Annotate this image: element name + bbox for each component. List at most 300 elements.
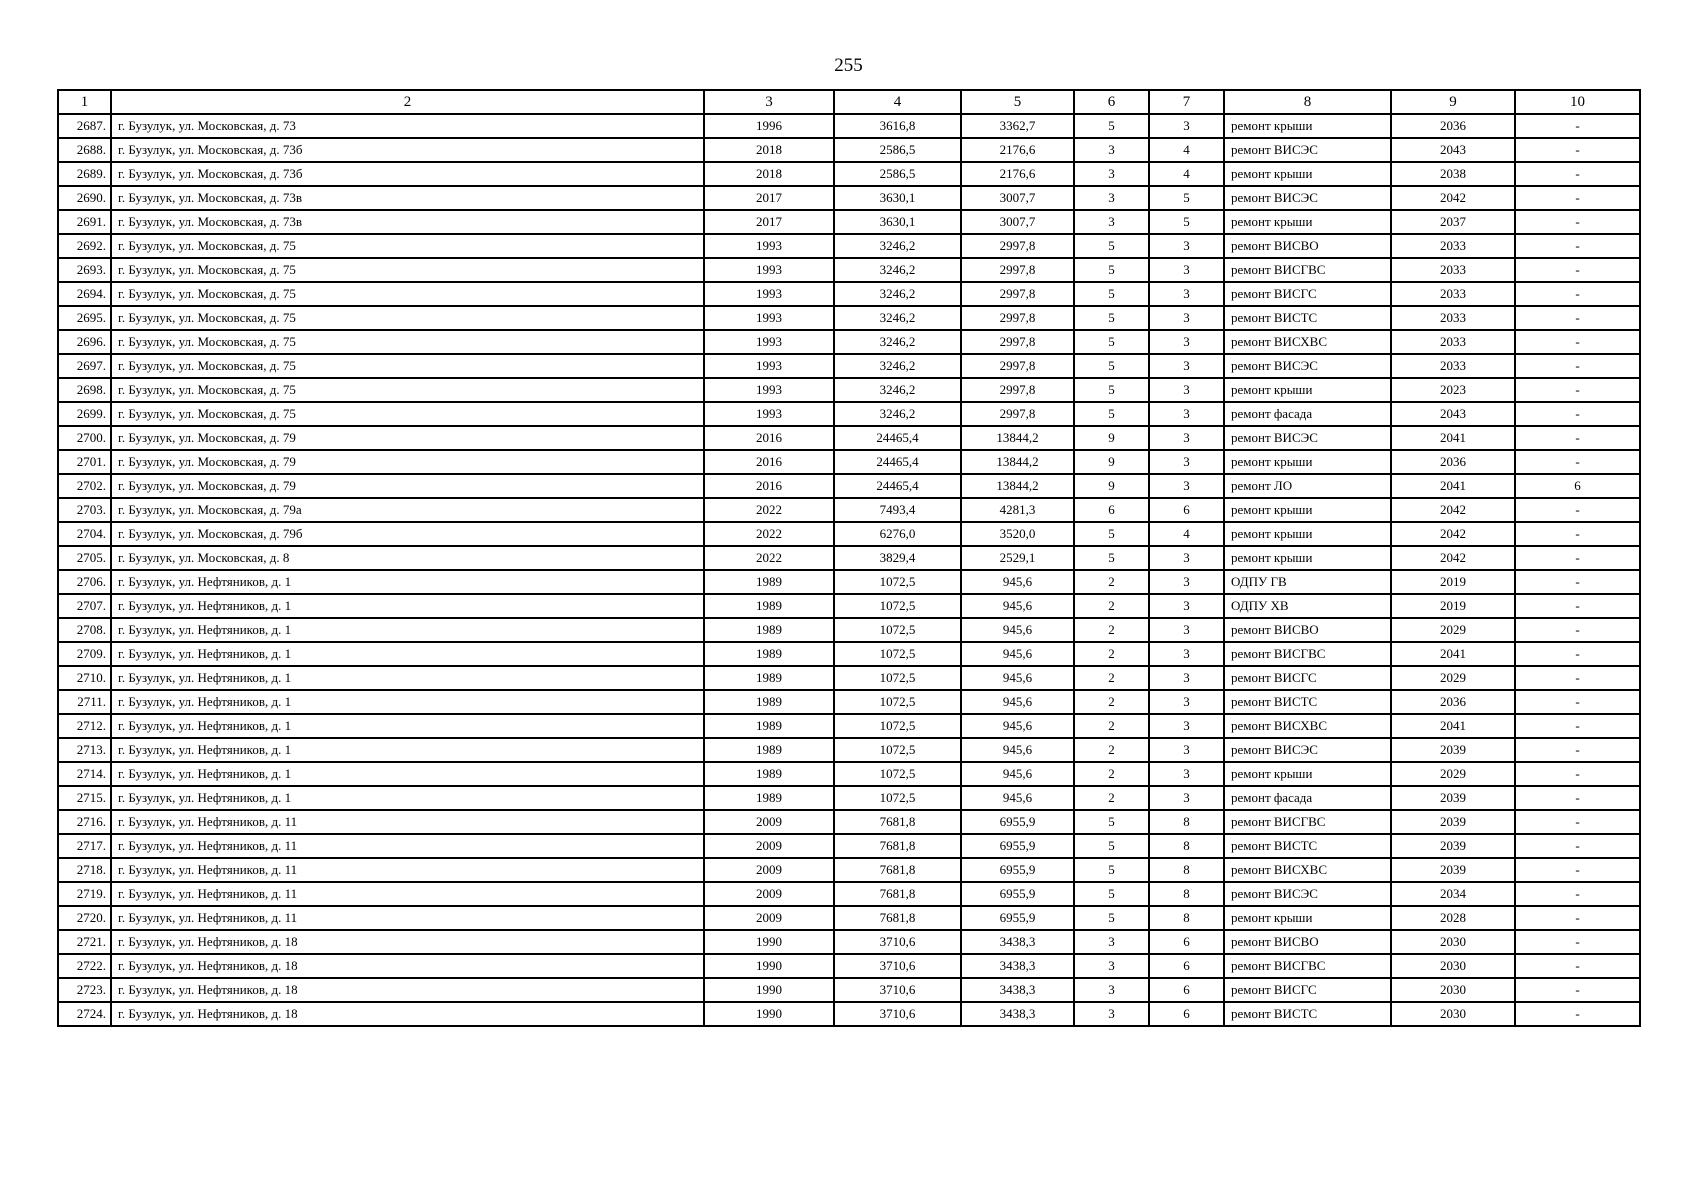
living-area-cell: 945,6 bbox=[961, 690, 1074, 714]
extra-cell: - bbox=[1515, 930, 1640, 954]
work-type-cell: ремонт крыши bbox=[1224, 210, 1391, 234]
address-cell: г. Бузулук, ул. Нефтяников, д. 1 bbox=[111, 570, 704, 594]
table-row bbox=[58, 330, 1640, 354]
planned-year-cell: 2039 bbox=[1391, 810, 1515, 834]
extra-cell: - bbox=[1515, 906, 1640, 930]
column-header: 6 bbox=[1074, 90, 1149, 114]
row-number-cell: 2712. bbox=[58, 714, 111, 738]
total-area-cell: 3246,2 bbox=[834, 258, 961, 282]
extra-cell: - bbox=[1515, 522, 1640, 546]
living-area-cell: 2529,1 bbox=[961, 546, 1074, 570]
extra-cell: - bbox=[1515, 762, 1640, 786]
address-cell: г. Бузулук, ул. Московская, д. 75 bbox=[111, 402, 704, 426]
column-header: 9 bbox=[1391, 90, 1515, 114]
planned-year-cell: 2019 bbox=[1391, 570, 1515, 594]
table-row bbox=[58, 618, 1640, 642]
planned-year-cell: 2041 bbox=[1391, 474, 1515, 498]
floors-cell: 5 bbox=[1074, 234, 1149, 258]
floors-cell: 5 bbox=[1074, 546, 1149, 570]
floors-cell: 2 bbox=[1074, 666, 1149, 690]
total-area-cell: 3246,2 bbox=[834, 354, 961, 378]
living-area-cell: 3362,7 bbox=[961, 114, 1074, 138]
floors-cell: 5 bbox=[1074, 282, 1149, 306]
living-area-cell: 2997,8 bbox=[961, 378, 1074, 402]
table-row bbox=[58, 858, 1640, 882]
row-number-cell: 2717. bbox=[58, 834, 111, 858]
table-row bbox=[58, 282, 1640, 306]
address-cell: г. Бузулук, ул. Московская, д. 75 bbox=[111, 330, 704, 354]
table-row bbox=[58, 906, 1640, 930]
extra-cell: - bbox=[1515, 618, 1640, 642]
address-cell: г. Бузулук, ул. Московская, д. 73 bbox=[111, 114, 704, 138]
row-number-cell: 2707. bbox=[58, 594, 111, 618]
total-area-cell: 1072,5 bbox=[834, 570, 961, 594]
year-cell: 2009 bbox=[704, 882, 834, 906]
year-cell: 1989 bbox=[704, 618, 834, 642]
total-area-cell: 3710,6 bbox=[834, 978, 961, 1002]
address-cell: г. Бузулук, ул. Нефтяников, д. 1 bbox=[111, 738, 704, 762]
year-cell: 1993 bbox=[704, 282, 834, 306]
planned-year-cell: 2043 bbox=[1391, 138, 1515, 162]
extra-cell: - bbox=[1515, 114, 1640, 138]
row-number-cell: 2709. bbox=[58, 642, 111, 666]
row-number-cell: 2714. bbox=[58, 762, 111, 786]
entrances-cell: 4 bbox=[1149, 162, 1224, 186]
year-cell: 1989 bbox=[704, 738, 834, 762]
table-header bbox=[58, 90, 1640, 114]
entrances-cell: 3 bbox=[1149, 786, 1224, 810]
floors-cell: 2 bbox=[1074, 618, 1149, 642]
year-cell: 2016 bbox=[704, 450, 834, 474]
planned-year-cell: 2042 bbox=[1391, 546, 1515, 570]
entrances-cell: 6 bbox=[1149, 498, 1224, 522]
row-number-cell: 2704. bbox=[58, 522, 111, 546]
year-cell: 1993 bbox=[704, 330, 834, 354]
work-type-cell: ремонт фасада bbox=[1224, 786, 1391, 810]
work-type-cell: ремонт крыши bbox=[1224, 162, 1391, 186]
entrances-cell: 4 bbox=[1149, 522, 1224, 546]
living-area-cell: 6955,9 bbox=[961, 810, 1074, 834]
total-area-cell: 3710,6 bbox=[834, 930, 961, 954]
column-header: 8 bbox=[1224, 90, 1391, 114]
row-number-cell: 2706. bbox=[58, 570, 111, 594]
work-type-cell: ремонт ВИСГС bbox=[1224, 282, 1391, 306]
living-area-cell: 945,6 bbox=[961, 594, 1074, 618]
table-row bbox=[58, 642, 1640, 666]
floors-cell: 5 bbox=[1074, 810, 1149, 834]
living-area-cell: 2997,8 bbox=[961, 330, 1074, 354]
table-row bbox=[58, 426, 1640, 450]
living-area-cell: 6955,9 bbox=[961, 858, 1074, 882]
entrances-cell: 6 bbox=[1149, 978, 1224, 1002]
row-number-cell: 2688. bbox=[58, 138, 111, 162]
work-type-cell: ремонт ВИСХВС bbox=[1224, 858, 1391, 882]
floors-cell: 5 bbox=[1074, 378, 1149, 402]
work-type-cell: ремонт фасада bbox=[1224, 402, 1391, 426]
planned-year-cell: 2036 bbox=[1391, 114, 1515, 138]
living-area-cell: 2997,8 bbox=[961, 258, 1074, 282]
planned-year-cell: 2036 bbox=[1391, 450, 1515, 474]
extra-cell: - bbox=[1515, 954, 1640, 978]
floors-cell: 9 bbox=[1074, 450, 1149, 474]
planned-year-cell: 2028 bbox=[1391, 906, 1515, 930]
living-area-cell: 945,6 bbox=[961, 714, 1074, 738]
table-row bbox=[58, 114, 1640, 138]
total-area-cell: 7681,8 bbox=[834, 810, 961, 834]
row-number-cell: 2715. bbox=[58, 786, 111, 810]
floors-cell: 2 bbox=[1074, 786, 1149, 810]
total-area-cell: 24465,4 bbox=[834, 426, 961, 450]
work-type-cell: ремонт ВИСГВС bbox=[1224, 642, 1391, 666]
extra-cell: - bbox=[1515, 186, 1640, 210]
table-row bbox=[58, 186, 1640, 210]
entrances-cell: 3 bbox=[1149, 330, 1224, 354]
address-cell: г. Бузулук, ул. Московская, д. 79 bbox=[111, 450, 704, 474]
table-row bbox=[58, 810, 1640, 834]
floors-cell: 3 bbox=[1074, 186, 1149, 210]
row-number-cell: 2701. bbox=[58, 450, 111, 474]
planned-year-cell: 2023 bbox=[1391, 378, 1515, 402]
entrances-cell: 6 bbox=[1149, 930, 1224, 954]
address-cell: г. Бузулук, ул. Московская, д. 79 bbox=[111, 474, 704, 498]
address-cell: г. Бузулук, ул. Нефтяников, д. 11 bbox=[111, 858, 704, 882]
row-number-cell: 2719. bbox=[58, 882, 111, 906]
address-cell: г. Бузулук, ул. Московская, д. 73б bbox=[111, 162, 704, 186]
table-body bbox=[58, 114, 1640, 1026]
extra-cell: - bbox=[1515, 858, 1640, 882]
table-row bbox=[58, 762, 1640, 786]
row-number-cell: 2703. bbox=[58, 498, 111, 522]
table-row bbox=[58, 978, 1640, 1002]
total-area-cell: 7493,4 bbox=[834, 498, 961, 522]
address-cell: г. Бузулук, ул. Нефтяников, д. 18 bbox=[111, 978, 704, 1002]
living-area-cell: 945,6 bbox=[961, 738, 1074, 762]
total-area-cell: 1072,5 bbox=[834, 762, 961, 786]
year-cell: 1993 bbox=[704, 258, 834, 282]
address-cell: г. Бузулук, ул. Нефтяников, д. 18 bbox=[111, 1002, 704, 1026]
planned-year-cell: 2033 bbox=[1391, 306, 1515, 330]
planned-year-cell: 2041 bbox=[1391, 426, 1515, 450]
extra-cell: - bbox=[1515, 138, 1640, 162]
year-cell: 2022 bbox=[704, 498, 834, 522]
living-area-cell: 3520,0 bbox=[961, 522, 1074, 546]
extra-cell: - bbox=[1515, 234, 1640, 258]
living-area-cell: 945,6 bbox=[961, 642, 1074, 666]
planned-year-cell: 2030 bbox=[1391, 1002, 1515, 1026]
address-cell: г. Бузулук, ул. Московская, д. 8 bbox=[111, 546, 704, 570]
table-row bbox=[58, 834, 1640, 858]
year-cell: 2009 bbox=[704, 858, 834, 882]
work-type-cell: ремонт крыши bbox=[1224, 450, 1391, 474]
column-header: 10 bbox=[1515, 90, 1640, 114]
total-area-cell: 7681,8 bbox=[834, 834, 961, 858]
living-area-cell: 6955,9 bbox=[961, 906, 1074, 930]
row-number-cell: 2702. bbox=[58, 474, 111, 498]
planned-year-cell: 2039 bbox=[1391, 786, 1515, 810]
planned-year-cell: 2037 bbox=[1391, 210, 1515, 234]
entrances-cell: 3 bbox=[1149, 546, 1224, 570]
address-cell: г. Бузулук, ул. Нефтяников, д. 1 bbox=[111, 642, 704, 666]
total-area-cell: 2586,5 bbox=[834, 162, 961, 186]
planned-year-cell: 2033 bbox=[1391, 258, 1515, 282]
entrances-cell: 4 bbox=[1149, 138, 1224, 162]
extra-cell: - bbox=[1515, 210, 1640, 234]
living-area-cell: 3007,7 bbox=[961, 186, 1074, 210]
extra-cell: - bbox=[1515, 738, 1640, 762]
table-row bbox=[58, 258, 1640, 282]
column-header: 5 bbox=[961, 90, 1074, 114]
entrances-cell: 3 bbox=[1149, 714, 1224, 738]
address-cell: г. Бузулук, ул. Московская, д. 79 bbox=[111, 426, 704, 450]
entrances-cell: 8 bbox=[1149, 834, 1224, 858]
work-type-cell: ремонт ВИСГС bbox=[1224, 978, 1391, 1002]
row-number-cell: 2690. bbox=[58, 186, 111, 210]
floors-cell: 5 bbox=[1074, 402, 1149, 426]
address-cell: г. Бузулук, ул. Нефтяников, д. 1 bbox=[111, 666, 704, 690]
address-cell: г. Бузулук, ул. Московская, д. 75 bbox=[111, 378, 704, 402]
row-number-cell: 2700. bbox=[58, 426, 111, 450]
floors-cell: 9 bbox=[1074, 474, 1149, 498]
year-cell: 2009 bbox=[704, 810, 834, 834]
total-area-cell: 3246,2 bbox=[834, 234, 961, 258]
entrances-cell: 3 bbox=[1149, 282, 1224, 306]
entrances-cell: 3 bbox=[1149, 258, 1224, 282]
address-cell: г. Бузулук, ул. Нефтяников, д. 1 bbox=[111, 594, 704, 618]
entrances-cell: 3 bbox=[1149, 666, 1224, 690]
floors-cell: 5 bbox=[1074, 906, 1149, 930]
floors-cell: 5 bbox=[1074, 258, 1149, 282]
year-cell: 2016 bbox=[704, 426, 834, 450]
extra-cell: - bbox=[1515, 642, 1640, 666]
total-area-cell: 3630,1 bbox=[834, 210, 961, 234]
address-cell: г. Бузулук, ул. Нефтяников, д. 11 bbox=[111, 810, 704, 834]
planned-year-cell: 2030 bbox=[1391, 978, 1515, 1002]
living-area-cell: 4281,3 bbox=[961, 498, 1074, 522]
work-type-cell: ремонт крыши bbox=[1224, 114, 1391, 138]
living-area-cell: 2176,6 bbox=[961, 162, 1074, 186]
work-type-cell: ремонт ВИСТС bbox=[1224, 834, 1391, 858]
planned-year-cell: 2042 bbox=[1391, 522, 1515, 546]
year-cell: 1990 bbox=[704, 1002, 834, 1026]
floors-cell: 3 bbox=[1074, 978, 1149, 1002]
year-cell: 1993 bbox=[704, 378, 834, 402]
extra-cell: - bbox=[1515, 666, 1640, 690]
planned-year-cell: 2042 bbox=[1391, 498, 1515, 522]
work-type-cell: ремонт ВИСТС bbox=[1224, 1002, 1391, 1026]
row-number-cell: 2721. bbox=[58, 930, 111, 954]
extra-cell: - bbox=[1515, 834, 1640, 858]
extra-cell: - bbox=[1515, 498, 1640, 522]
work-type-cell: ремонт ВИСЭС bbox=[1224, 138, 1391, 162]
planned-year-cell: 2019 bbox=[1391, 594, 1515, 618]
floors-cell: 2 bbox=[1074, 690, 1149, 714]
entrances-cell: 3 bbox=[1149, 378, 1224, 402]
planned-year-cell: 2042 bbox=[1391, 186, 1515, 210]
total-area-cell: 1072,5 bbox=[834, 714, 961, 738]
entrances-cell: 5 bbox=[1149, 210, 1224, 234]
floors-cell: 5 bbox=[1074, 858, 1149, 882]
total-area-cell: 3616,8 bbox=[834, 114, 961, 138]
year-cell: 1989 bbox=[704, 786, 834, 810]
total-area-cell: 1072,5 bbox=[834, 738, 961, 762]
planned-year-cell: 2039 bbox=[1391, 834, 1515, 858]
row-number-cell: 2699. bbox=[58, 402, 111, 426]
total-area-cell: 3246,2 bbox=[834, 330, 961, 354]
row-number-cell: 2694. bbox=[58, 282, 111, 306]
year-cell: 1993 bbox=[704, 306, 834, 330]
table-row bbox=[58, 162, 1640, 186]
column-header: 7 bbox=[1149, 90, 1224, 114]
total-area-cell: 24465,4 bbox=[834, 474, 961, 498]
address-cell: г. Бузулук, ул. Нефтяников, д. 11 bbox=[111, 906, 704, 930]
column-header: 4 bbox=[834, 90, 961, 114]
row-number-cell: 2695. bbox=[58, 306, 111, 330]
extra-cell: - bbox=[1515, 282, 1640, 306]
year-cell: 1989 bbox=[704, 642, 834, 666]
total-area-cell: 1072,5 bbox=[834, 594, 961, 618]
living-area-cell: 945,6 bbox=[961, 762, 1074, 786]
table-row bbox=[58, 930, 1640, 954]
entrances-cell: 3 bbox=[1149, 690, 1224, 714]
work-type-cell: ремонт ЛО bbox=[1224, 474, 1391, 498]
address-cell: г. Бузулук, ул. Московская, д. 75 bbox=[111, 306, 704, 330]
year-cell: 2009 bbox=[704, 906, 834, 930]
address-cell: г. Бузулук, ул. Нефтяников, д. 18 bbox=[111, 930, 704, 954]
column-header: 3 bbox=[704, 90, 834, 114]
work-type-cell: ремонт ВИСЭС bbox=[1224, 738, 1391, 762]
year-cell: 2009 bbox=[704, 834, 834, 858]
address-cell: г. Бузулук, ул. Нефтяников, д. 1 bbox=[111, 690, 704, 714]
living-area-cell: 2997,8 bbox=[961, 354, 1074, 378]
living-area-cell: 3438,3 bbox=[961, 1002, 1074, 1026]
entrances-cell: 3 bbox=[1149, 402, 1224, 426]
year-cell: 1989 bbox=[704, 594, 834, 618]
year-cell: 1989 bbox=[704, 570, 834, 594]
work-type-cell: ремонт ВИСЭС bbox=[1224, 354, 1391, 378]
row-number-cell: 2705. bbox=[58, 546, 111, 570]
work-type-cell: ремонт ВИСХВС bbox=[1224, 330, 1391, 354]
living-area-cell: 2176,6 bbox=[961, 138, 1074, 162]
work-type-cell: ремонт крыши bbox=[1224, 762, 1391, 786]
total-area-cell: 3710,6 bbox=[834, 1002, 961, 1026]
extra-cell: - bbox=[1515, 306, 1640, 330]
floors-cell: 2 bbox=[1074, 762, 1149, 786]
work-type-cell: ремонт крыши bbox=[1224, 546, 1391, 570]
work-type-cell: ремонт ВИСГВС bbox=[1224, 954, 1391, 978]
work-type-cell: ремонт ВИСЭС bbox=[1224, 882, 1391, 906]
entrances-cell: 8 bbox=[1149, 810, 1224, 834]
entrances-cell: 8 bbox=[1149, 858, 1224, 882]
planned-year-cell: 2029 bbox=[1391, 618, 1515, 642]
total-area-cell: 3630,1 bbox=[834, 186, 961, 210]
total-area-cell: 1072,5 bbox=[834, 786, 961, 810]
address-cell: г. Бузулук, ул. Московская, д. 79б bbox=[111, 522, 704, 546]
row-number-cell: 2710. bbox=[58, 666, 111, 690]
floors-cell: 5 bbox=[1074, 354, 1149, 378]
table-row bbox=[58, 1002, 1640, 1026]
work-type-cell: ОДПУ ГВ bbox=[1224, 570, 1391, 594]
floors-cell: 5 bbox=[1074, 306, 1149, 330]
column-header: 2 bbox=[111, 90, 704, 114]
work-type-cell: ремонт крыши bbox=[1224, 906, 1391, 930]
table-row bbox=[58, 306, 1640, 330]
table-row bbox=[58, 594, 1640, 618]
planned-year-cell: 2033 bbox=[1391, 330, 1515, 354]
year-cell: 1996 bbox=[704, 114, 834, 138]
extra-cell: - bbox=[1515, 426, 1640, 450]
living-area-cell: 13844,2 bbox=[961, 450, 1074, 474]
address-cell: г. Бузулук, ул. Нефтяников, д. 1 bbox=[111, 714, 704, 738]
row-number-cell: 2691. bbox=[58, 210, 111, 234]
address-cell: г. Бузулук, ул. Московская, д. 75 bbox=[111, 354, 704, 378]
year-cell: 1989 bbox=[704, 690, 834, 714]
column-header: 1 bbox=[58, 90, 111, 114]
table-row bbox=[58, 738, 1640, 762]
year-cell: 1993 bbox=[704, 402, 834, 426]
extra-cell: - bbox=[1515, 378, 1640, 402]
extra-cell: - bbox=[1515, 786, 1640, 810]
planned-year-cell: 2043 bbox=[1391, 402, 1515, 426]
extra-cell: - bbox=[1515, 690, 1640, 714]
floors-cell: 2 bbox=[1074, 714, 1149, 738]
year-cell: 2018 bbox=[704, 162, 834, 186]
extra-cell: - bbox=[1515, 594, 1640, 618]
total-area-cell: 2586,5 bbox=[834, 138, 961, 162]
planned-year-cell: 2033 bbox=[1391, 354, 1515, 378]
table-row bbox=[58, 402, 1640, 426]
header-row bbox=[58, 90, 1640, 114]
entrances-cell: 3 bbox=[1149, 762, 1224, 786]
extra-cell: - bbox=[1515, 882, 1640, 906]
year-cell: 2022 bbox=[704, 522, 834, 546]
living-area-cell: 945,6 bbox=[961, 666, 1074, 690]
row-number-cell: 2723. bbox=[58, 978, 111, 1002]
entrances-cell: 6 bbox=[1149, 954, 1224, 978]
total-area-cell: 3829,4 bbox=[834, 546, 961, 570]
planned-year-cell: 2041 bbox=[1391, 642, 1515, 666]
address-cell: г. Бузулук, ул. Нефтяников, д. 11 bbox=[111, 882, 704, 906]
extra-cell: - bbox=[1515, 546, 1640, 570]
table-row bbox=[58, 210, 1640, 234]
floors-cell: 9 bbox=[1074, 426, 1149, 450]
work-type-cell: ремонт ВИСГС bbox=[1224, 666, 1391, 690]
living-area-cell: 13844,2 bbox=[961, 474, 1074, 498]
living-area-cell: 3438,3 bbox=[961, 978, 1074, 1002]
table-row bbox=[58, 666, 1640, 690]
extra-cell: 6 bbox=[1515, 474, 1640, 498]
row-number-cell: 2713. bbox=[58, 738, 111, 762]
row-number-cell: 2724. bbox=[58, 1002, 111, 1026]
address-cell: г. Бузулук, ул. Московская, д. 79а bbox=[111, 498, 704, 522]
work-type-cell: ремонт ВИСЭС bbox=[1224, 186, 1391, 210]
row-number-cell: 2722. bbox=[58, 954, 111, 978]
year-cell: 1993 bbox=[704, 354, 834, 378]
extra-cell: - bbox=[1515, 450, 1640, 474]
year-cell: 2017 bbox=[704, 210, 834, 234]
floors-cell: 2 bbox=[1074, 594, 1149, 618]
floors-cell: 3 bbox=[1074, 138, 1149, 162]
living-area-cell: 2997,8 bbox=[961, 306, 1074, 330]
year-cell: 1989 bbox=[704, 762, 834, 786]
planned-year-cell: 2033 bbox=[1391, 234, 1515, 258]
row-number-cell: 2698. bbox=[58, 378, 111, 402]
row-number-cell: 2687. bbox=[58, 114, 111, 138]
work-type-cell: ремонт ВИСЭС bbox=[1224, 426, 1391, 450]
address-cell: г. Бузулук, ул. Нефтяников, д. 18 bbox=[111, 954, 704, 978]
extra-cell: - bbox=[1515, 810, 1640, 834]
address-cell: г. Бузулук, ул. Московская, д. 73б bbox=[111, 138, 704, 162]
work-type-cell: ремонт ВИСХВС bbox=[1224, 714, 1391, 738]
